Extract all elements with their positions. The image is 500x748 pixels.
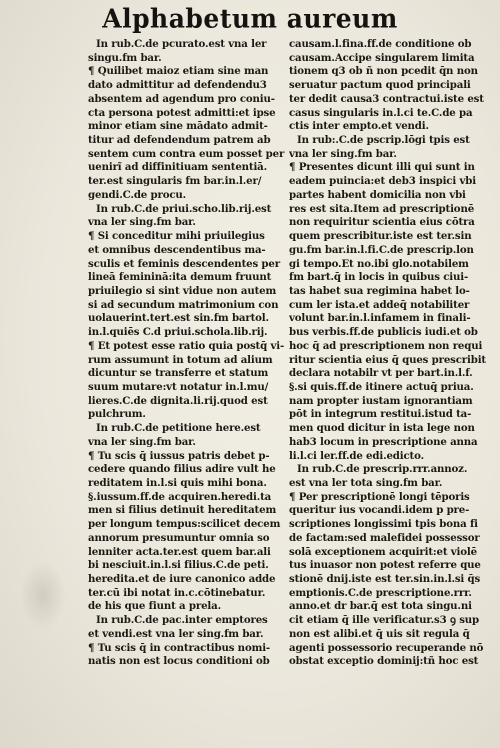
- text-line: vna ler sing.fm bar.: [289, 147, 397, 160]
- text-line: cit etiam q̄ ille verificatur.s3 ꝯ sup: [289, 614, 480, 627]
- text-line: ter.est singularis fm bar.in.l.er/: [88, 175, 262, 188]
- text-line: heredita.et de iure canonico adde: [88, 573, 276, 586]
- text-line: bi nesciuit.in.l.si filius.C.de peti.: [88, 559, 269, 572]
- text-line: si ad secundum matrimonium con: [88, 298, 279, 311]
- text-line: anno.et dr bar.q̄ est tota singu.ni: [289, 600, 472, 613]
- text-line: solā exceptionem acquirit:et violē: [289, 545, 477, 558]
- text-line: est vna ler tota sing.fm bar.: [289, 477, 443, 489]
- text-line: fm bart.q̄ in locis in quibus ciui-: [289, 271, 469, 284]
- text-line: lineā femininā:ita demum fruunt: [88, 271, 272, 284]
- text-line: §.si quis.ff.de itinere actuq̄ priua.: [289, 380, 474, 393]
- text-line: queritur ius vocandi.idem p pre-: [289, 504, 470, 517]
- text-line: pulchrum.: [88, 408, 146, 421]
- text-line: ter dedit causa3 contractui.iste est: [289, 92, 484, 105]
- text-line: In rub:.C.de pscrip.lōgi tpis est: [297, 134, 470, 147]
- text-line: vna ler sing.fm bar.: [88, 216, 196, 229]
- text-line: res est sita.Item ad prescriptionē: [289, 202, 475, 215]
- text-line: non requiritur scientia eius cōtra: [289, 216, 475, 229]
- text-line: ¶ Presentes dicunt illi qui sunt in: [289, 161, 475, 174]
- text-line: volunt bar.in.l.infamem in finali-: [289, 312, 471, 325]
- text-line: casus singularis in.l.ci te.C.de pa: [289, 106, 473, 119]
- text-line: dato admittitur ad defendendu3: [88, 79, 267, 92]
- text-line: cta persona potest admitti:et ipse: [88, 106, 276, 119]
- text-line: tionem q3 ob ñ non pcedit q̄n non: [289, 65, 478, 78]
- text-line: In rub.C.de priui.scho.lib.rij.est: [96, 202, 272, 215]
- text-line: li.l.ci ler.ff.de edi.edicto.: [289, 449, 424, 462]
- text-line: quem prescribitur.iste est ter.sin: [289, 230, 472, 243]
- text-line: absentem ad agendum pro coniu-: [88, 92, 275, 105]
- text-line: singu.fm bar.: [88, 51, 162, 64]
- text-line: ¶ Per prescriptionē longi tēporis: [289, 490, 470, 503]
- text-line: dicuntur se transferre et statum: [88, 367, 269, 380]
- text-line: scriptiones longissimi tpis bona fi: [289, 518, 478, 531]
- text-line: men quod dicitur in ista lege non: [289, 422, 475, 435]
- text-line: causam.Accipe singularem limita: [289, 51, 475, 64]
- text-line: ter.cū ibi notat̄ in.c.cōtinebatur.: [88, 586, 266, 599]
- text-line: gendi.C.de procu.: [88, 188, 187, 201]
- text-line: hoc q̄ ad prescriptionem non requi: [289, 339, 483, 352]
- text-line: rum assumunt in totum ad alium: [88, 353, 273, 366]
- text-line: sentem cum contra eum posset per: [88, 147, 285, 160]
- text-line: ritur scientia eius q̄ ques prescribit: [289, 353, 486, 366]
- text-line: gu.fm bar.in.l.fi.C.de prescrip.lon: [289, 243, 474, 256]
- text-line: non est alibi.et q̄ uis sit regula q̄: [289, 627, 470, 640]
- text-line: §.iussum.ff.de acquiren.heredi.ta: [88, 490, 272, 503]
- text-line: in.l.quiēs C.d priui.schola.lib.rij.: [88, 326, 268, 339]
- text-line: eadem puincia:et deb3 inspici vbi: [289, 175, 476, 188]
- text-line: emptionis.C.de prescriptione.rrr.: [289, 586, 472, 599]
- text-line: priuilegio si sint vidue non autem: [88, 284, 277, 297]
- text-line: uenirĩ ad diffinitiuam sententiā.: [88, 161, 268, 174]
- text-line: de factam:sed malefidei possessor: [289, 531, 480, 544]
- text-line: sculis et feminis descendentes per: [88, 257, 280, 270]
- text-line: ¶ Et potest esse ratio quia postq̄ vi-: [88, 339, 285, 352]
- text-line: cedere quando filius adire vult he: [88, 463, 276, 476]
- text-line: suum mutare:vt notatur in.l.mu/: [88, 380, 269, 393]
- text-line: declara notabilr vt per bart.in.l.f.: [289, 367, 473, 380]
- text-line: pōt in integrum restitui.istud ta-: [289, 408, 472, 421]
- text-line: obstat exceptio dominij:tñ hoc est: [289, 655, 479, 668]
- text-line: In rub.C.de prescrip.rrr.annoz.: [297, 463, 468, 476]
- text-line: In rub.C.de pac.inter emptores: [96, 614, 268, 627]
- text-line: ¶ Tu scis q̄ in contractibus nomi-: [88, 641, 271, 654]
- text-line: cum ler ista.et addeq̄ notabiliter: [289, 298, 470, 311]
- paper-stain: [20, 560, 66, 630]
- text-line: de his que fiunt a prela.: [88, 600, 221, 613]
- text-line: vna ler sing.fm bar.: [88, 435, 196, 448]
- text-line: ¶ Si conceditur mihi priuilegius: [88, 230, 265, 243]
- text-line: men si filius detinuit hereditatem: [88, 504, 277, 517]
- text-line: In rub.C.de petitione here.est: [96, 422, 261, 435]
- text-line: minor etiam sine mādato admit-: [88, 120, 268, 133]
- text-line: natis non est locus conditioni ob: [88, 655, 270, 668]
- text-line: titur ad defendendum patrem ab: [88, 134, 271, 147]
- text-line: tas habet sua regimina habet lo-: [289, 284, 470, 297]
- right-text-column: [289, 38, 489, 669]
- text-line: et vendi.est vna ler sing.fm bar.: [88, 627, 264, 640]
- text-line: per longum tempus:scilicet decem: [88, 518, 281, 531]
- text-line: hab3 locum in prescriptione anna: [289, 435, 478, 448]
- text-line: In rub.C.de pcurato.est vna ler: [96, 38, 267, 50]
- text-line: reditatem in.l.si quis mihi bona.: [88, 477, 267, 489]
- text-line: uolauerint.tert.est sin.fm bartol.: [88, 312, 269, 325]
- text-line: lenniter acta.ter.est quem bar.ali: [88, 545, 271, 558]
- text-line: ¶ Tu scis q̄ iussus patris debet p-: [88, 449, 270, 462]
- text-line: et omnibus descendentibus ma-: [88, 243, 266, 256]
- page-title: Alphabetum aureum: [102, 3, 398, 34]
- text-line: gi tempo.Et no.ibi glo.notabilem: [289, 257, 469, 270]
- text-line: nam propter iustam ignorantiam: [289, 394, 473, 407]
- text-line: ctis inter empto.et vendi.: [289, 120, 429, 133]
- text-line: seruatur pactum quod principali: [289, 79, 471, 92]
- text-line: bus verbis.ff.de publicis iudi.et ob: [289, 326, 478, 339]
- text-line: lieres.C.de dignita.li.rij.quod est: [88, 394, 268, 407]
- text-line: agenti possessorio recuperande nō: [289, 641, 484, 654]
- text-line: ¶ Quilibet maioz etiam sine man: [88, 65, 269, 78]
- left-text-column: [88, 38, 288, 669]
- text-line: annorum presumuntur omnia so: [88, 531, 270, 544]
- text-line: causam.l.fina.ff.de conditione ob: [289, 38, 472, 50]
- text-line: stionē dnij.iste est ter.sin.in.l.si q̄s: [289, 573, 481, 586]
- text-line: tus inuasor non potest referre que: [289, 559, 481, 572]
- text-line: partes habent domicilia non vbi: [289, 188, 466, 201]
